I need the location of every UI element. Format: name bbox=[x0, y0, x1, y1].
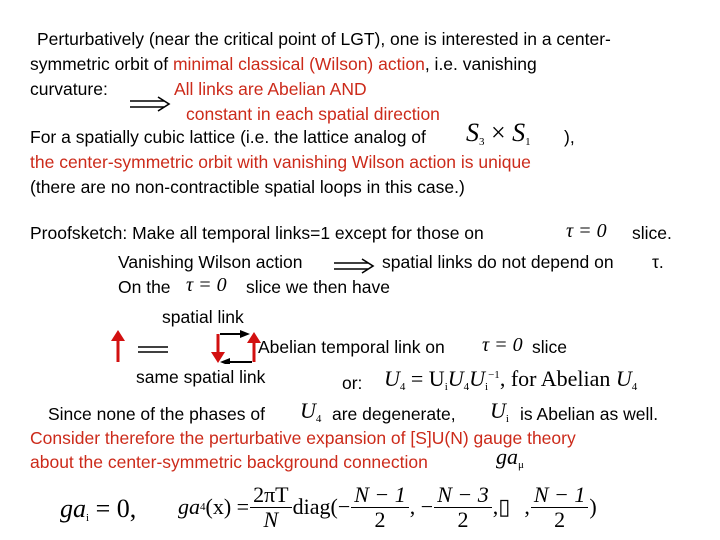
implies-arrow-icon bbox=[128, 96, 172, 112]
text-line-2 bbox=[30, 53, 537, 75]
math-gai-zero: $ga_i = 0$, bbox=[60, 494, 137, 524]
proof-line-2b: spatial links do not depend on bbox=[382, 252, 614, 272]
text-line-5: For a spatially cubic lattice (i.e. the lattice analog of bbox=[30, 127, 426, 147]
consider-line-2: about the center-symmetric background connection bbox=[30, 452, 428, 472]
proof-line-3: On the bbox=[118, 277, 171, 297]
label-abelian-temporal: Abelian temporal link on bbox=[258, 337, 445, 357]
proof-line-2c: τ. bbox=[652, 252, 664, 272]
text-line-5b: ), bbox=[564, 127, 575, 147]
math-ui: $U_i$ bbox=[490, 398, 509, 425]
highlight-min-action: minimal classical (Wilson) action bbox=[172, 54, 425, 74]
since-line-a: Since none of the phases of bbox=[48, 404, 265, 424]
consider-line-1: Consider therefore the perturbative expansion of [S]U(N) gauge theory bbox=[30, 428, 576, 448]
math-u4-b: $U_4$ bbox=[300, 398, 322, 425]
text-line-2c: , i.e. vanishing bbox=[424, 54, 537, 74]
label-or: or: bbox=[342, 373, 363, 393]
math-ga-mu: $ga_\mu$ bbox=[496, 444, 524, 471]
math-tau-eq-0-b: τ = 0 bbox=[186, 274, 227, 296]
since-line-c: is Abelian as well. bbox=[520, 404, 659, 424]
text-line-2a: symmetric orbit of bbox=[30, 54, 173, 74]
links-diagram bbox=[108, 330, 268, 364]
label-spatial-link: spatial link bbox=[162, 307, 244, 327]
text-abelian-and: All links are Abelian AND bbox=[174, 79, 367, 99]
math-s3xs1: $S_3 \times S_1$ bbox=[466, 118, 531, 148]
math-abelian-relation: $U_4 = U_iU_4U_i^{-1}$, for Abelian $U_4$ bbox=[384, 366, 638, 393]
math-tau-eq-0-c: τ = 0 bbox=[482, 334, 523, 356]
label-slice: slice bbox=[532, 337, 568, 357]
implies-arrow-icon bbox=[332, 258, 376, 274]
proof-line-2: Vanishing Wilson action bbox=[118, 252, 303, 272]
text-line-1: Perturbatively (near the critical point of LGT), one is interested in a center- bbox=[37, 29, 611, 49]
math-tau-eq-0-a: τ = 0 bbox=[566, 220, 607, 242]
text-line-3: curvature: bbox=[30, 79, 108, 99]
since-line-b: are degenerate, bbox=[332, 404, 456, 424]
proof-line-1: Proofsketch: Make all temporal links=1 except for those on bbox=[30, 223, 484, 243]
proof-line-1b: slice. bbox=[632, 223, 672, 243]
text-constant: constant in each spatial direction bbox=[186, 104, 440, 124]
text-line-7: (there are no non-contractible spatial loops in this case.) bbox=[30, 177, 465, 197]
text-line-6: the center-symmetric orbit with vanishing Wilson action is unique bbox=[30, 152, 531, 172]
math-ga4: ga 4 (x) = $\frac{2\pi T}{N}$ diag(− $\frac{N - 1}{2}$ , − $\frac{N - 3}{2}$ ,▯ , $\frac{N - 1}{2}$ ) bbox=[178, 481, 597, 532]
label-same-spatial-link: same spatial link bbox=[136, 367, 266, 387]
proof-line-3b: slice we then have bbox=[246, 277, 390, 297]
